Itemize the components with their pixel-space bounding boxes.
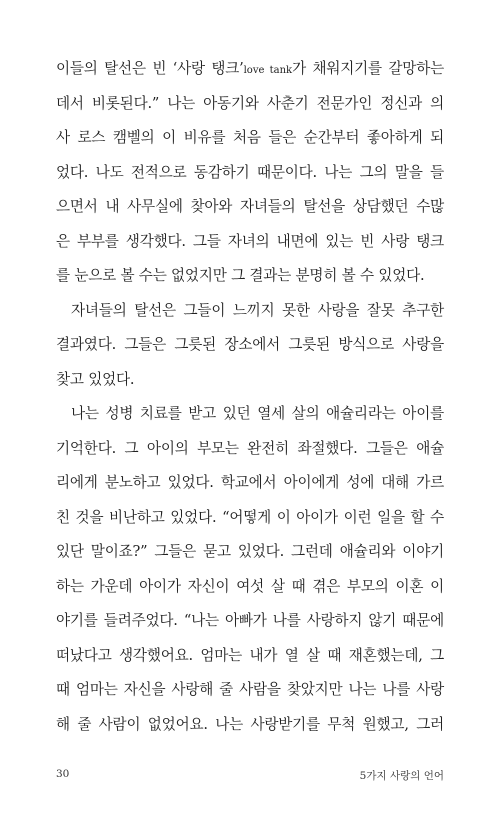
text-line: 데서 비롯된다.” 나는 아동기와 사춘기 전문가인 정신과 의 [56, 94, 444, 112]
inline-english-term: love tank [243, 65, 293, 76]
page-number: 30 [56, 768, 70, 780]
text-line: 해 줄 사람이 없었어요. 나는 사랑받기를 무척 원했고, 그러 [56, 715, 444, 733]
text-line: 친 것을 비난하고 있었다. “어떻게 이 아이가 이런 일을 할 수 [56, 508, 444, 526]
text-line-part: 가 채워지기를 갈망하는 [292, 60, 444, 77]
text-line: 은 부부를 생각했다. 그들 자녀의 내면에 있는 빈 사랑 탱크 [56, 232, 444, 250]
text-line: 리에게 분노하고 있었다. 학교에서 아이에게 성에 대해 가르 [56, 474, 444, 491]
text-line: 찾고 있었다. [56, 370, 135, 388]
text-line: 나는 성병 치료를 받고 있던 열세 살의 애슐리라는 아이를 [71, 405, 444, 422]
text-line: 하는 가운데 아이가 자신이 여섯 살 때 겪은 부모의 이혼 이 [56, 577, 444, 595]
running-title: 5가지 사랑의 언어 [359, 770, 444, 782]
text-line: 있단 말이죠?” 그들은 묻고 있었다. 그런데 애슐리와 이야기 [56, 543, 444, 560]
text-line: 사 로스 캠벨의 이 비유를 처음 들은 순간부터 좋아하게 되 [56, 129, 444, 146]
text-line: 야기를 들려주었다. “나는 아빠가 나를 사랑하지 않기 때문에 [56, 612, 444, 629]
text-line [56, 52, 444, 87]
text-line-part: 이들의 탈선은 빈 ‘사랑 탱크’ [56, 60, 244, 77]
text-line: 결과였다. 그들은 그릇된 장소에서 그릇된 방식으로 사랑을 [56, 336, 444, 353]
text-line: 기억한다. 그 아이의 부모는 완전히 좌절했다. 그들은 애슐 [56, 439, 444, 457]
text-line: 자녀들의 탈선은 그들이 느끼지 못한 사랑을 잘못 추구한 [71, 301, 444, 319]
text-line: 었다. 나도 전적으로 동감하기 때문이다. 나는 그의 말을 들 [56, 163, 444, 181]
text-line: 으면서 내 사무실에 찾아와 자녀들의 탈선을 상담했던 수많 [56, 198, 444, 215]
text-line: 떠났다고 생각했어요. 엄마는 내가 열 살 때 재혼했는데, 그 [56, 646, 444, 664]
page-body [56, 52, 444, 742]
text-line: 를 눈으로 볼 수는 없었지만 그 결과는 분명히 볼 수 있었다. [56, 267, 425, 284]
text-line: 때 엄마는 자신을 사랑해 줄 사람을 찾았지만 나는 나를 사랑 [56, 681, 444, 698]
